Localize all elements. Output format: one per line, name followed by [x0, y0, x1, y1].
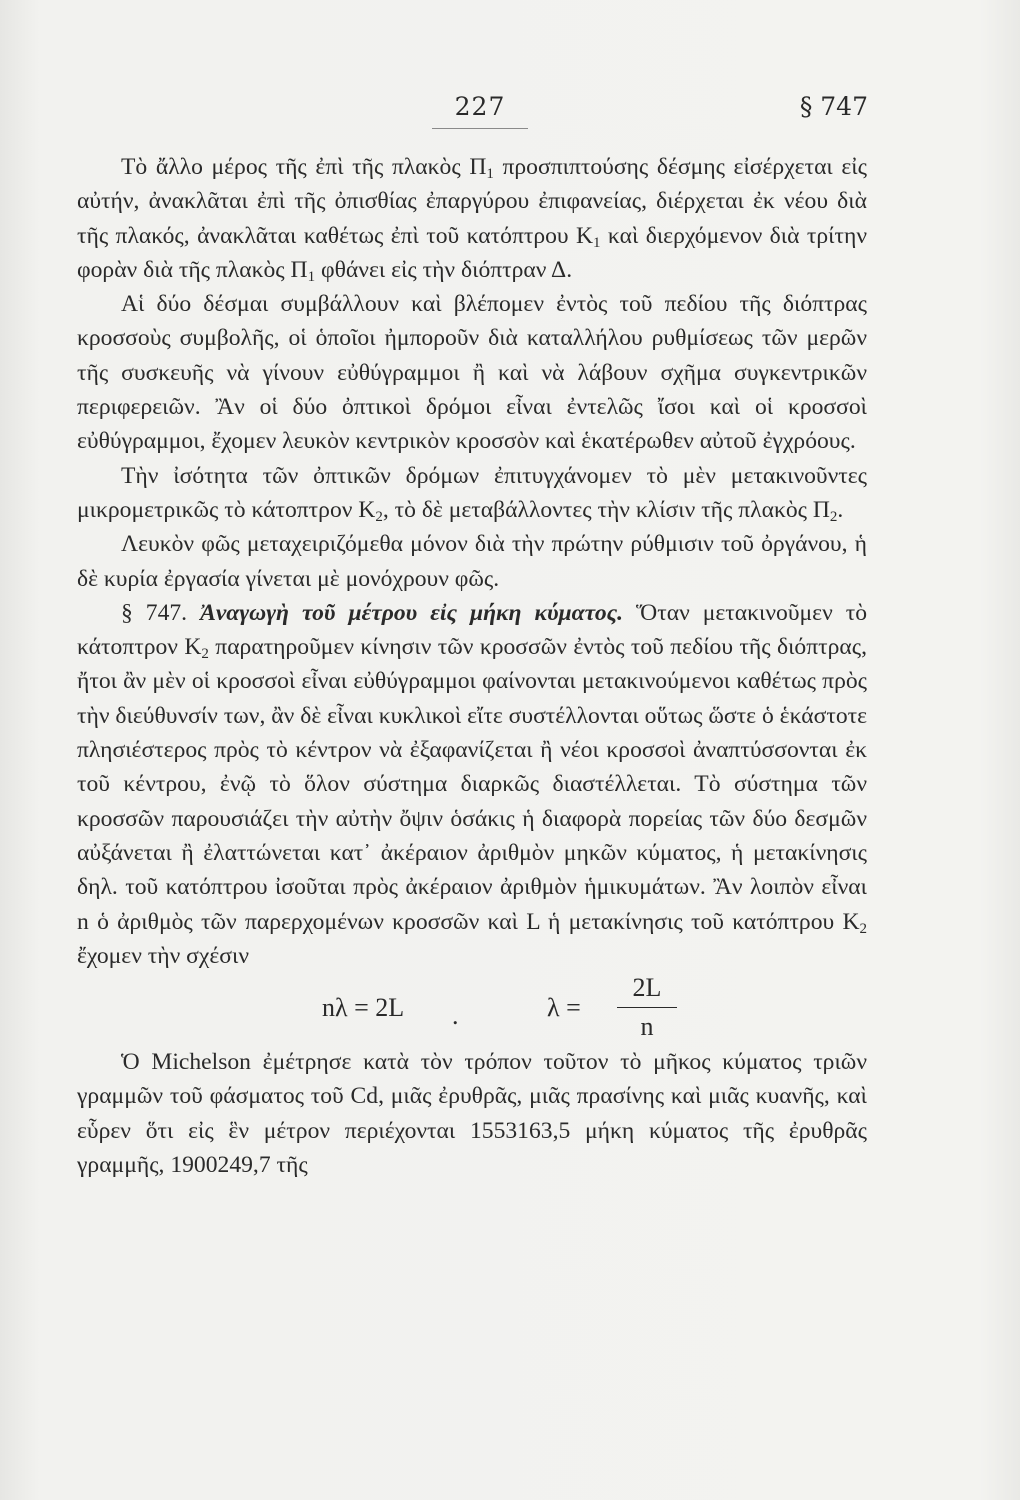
subscript: 1 [593, 234, 601, 251]
text-run: , τὸ δὲ μεταβάλλοντες τὴν κλίσιν τῆς πλακὸς Π [382, 496, 830, 523]
formula-lambda: λ = [547, 993, 581, 1023]
subscript: 2 [829, 508, 838, 525]
subscript: 2 [201, 646, 209, 663]
paragraph-4: Λευκὸν φῶς μεταχειριζόμεθα μόνον διὰ τὴν πρώτην ρύθμισιν τοῦ ὀργάνου, ἡ δὲ κυρία ἐργασία γίνεται μὲ μονόχρουν φῶς. [77, 531, 867, 592]
fraction-denominator: n [640, 1012, 654, 1042]
section-title: Ἀναγωγὴ τοῦ μέτρου εἰς μήκη κύματος. [200, 599, 624, 626]
text-run: καὶ διερχόμενον διὰ τρίτην φορὰν διὰ τῆς πλακὸς Π [77, 222, 867, 283]
formula-fraction [617, 971, 677, 1045]
text-run: φθάνει εἰς τὴν διόπτραν Δ. [315, 256, 573, 283]
formula-dot: . [452, 1001, 459, 1031]
text-run: Τὸ ἄλλο μέρος τῆς ἐπὶ τῆς πλακὸς Π [121, 154, 487, 180]
subscript: 1 [486, 166, 494, 182]
section-number: § 747. [121, 599, 188, 626]
page-number: 227 [454, 92, 506, 121]
text-run: παρατηροῦμεν κίνησιν τῶν κροσσῶν ἐντὸς τοῦ πεδίου τῆς διόπτρας, ἤτοι ἂν μὲν οἱ κροσσοὶ εἶναι εὐθύγραμμοι φαίνονται μετακινούμενοι καθέτως πρὸς τὴν διεύθυνσίν των, ἂν δὲ εἶναι κυκλικοὶ εἴτε συστέλλονται οὕτως ὥστε ὁ ἑκάστοτε πλησιέστερος πρὸς τὸ κέντρον νὰ ἐξαφανίζεται ἢ νέοι κροσσοὶ ἀναπτύσσονται ἐκ τοῦ κέντρου, ἐνῷ τὸ ὅλον σύστημα διαρκῶς διαστέλλεται. Τὸ σύστημα τῶν κροσσῶν παρουσιάζει τὴν αὐτὴν ὄψιν ὁσάκις ἡ διαφορὰ πορείας τῶν δύο δεσμῶν αὐξάνεται ἢ ἐλαττώνεται κατ᾽ ἀκέραιον ἀριθμὸν μηκῶν κύματος, ἡ μετακίνησις δηλ. τοῦ κατόπτρου ἰσοῦται πρὸς ἀκέραιον ἀριθμὸν ἡμικυμάτων. Ἂν λοιπὸν εἶναι n ὁ ἀριθμὸς τῶν παρερχομένων κροσσῶν καὶ L ἡ μετακίνησις τοῦ κατόπτρου Κ [77, 634, 868, 935]
text-run: ἔχομεν τὴν σχέσιν [77, 942, 249, 969]
text-run: Ὅταν μετακινοῦμεν τὸ κάτοπτρον Κ [77, 599, 868, 661]
text-run: προσπιπτούσης δέσμης εἰσέρχεται εἰς αὐτήν, ἀνακλᾶται ἐπὶ τῆς ὀπισθίας ἐπαργύρου ἐπιφανείας, διέρχεται ἐκ νέου διὰ τῆς πλακός, ἀνακλᾶται καθέτως ἐπὶ τοῦ κατόπτρου Κ [77, 154, 868, 249]
text-run: . [837, 496, 844, 523]
subscript: 2 [859, 920, 867, 937]
subscript: 2 [375, 508, 383, 525]
paragraph-section-747 [77, 596, 867, 973]
body-text [77, 150, 867, 1182]
text-run: Τὴν ἰσότητα τῶν ὀπτικῶν δρόμων ἐπιτυγχάνομεν τὸ μὲν μετακινοῦντες μικρομετρικῶς τὸ κάτοπτρον Κ [77, 462, 867, 523]
formula [77, 973, 867, 1042]
formula-lhs: nλ = 2L [322, 993, 405, 1023]
paragraph-2: Αἱ δύο δέσμαι συμβάλλουν καὶ βλέπομεν ἐντὸς τοῦ πεδίου τῆς διόπτρας κροσσοὺς συμβολῆς, οἱ ὁποῖοι ἠμποροῦν διὰ καταλλήλου ρυθμίσεως τῶν μερῶν τῆς συσκευῆς νὰ γίνουν εὐθύγραμμοι ἢ καὶ νὰ λάβουν σχῆμα συγκεντρικῶν περιφερειῶν. Ἂν οἱ δύο ὀπτικοὶ δρόμοι εἶναι ἐντελῶς ἴσοι καὶ οἱ κροσσοὶ εὐθύγραμμοι, ἔχομεν λευκὸν κεντρικὸν κροσσὸν καὶ ἑκατέρωθεν αὐτοῦ ἐγχρόους. [77, 291, 867, 455]
paragraph-closing: Ὁ Michelson ἐμέτρησε κατὰ τὸν τρόπον τοῦτον τὸ μῆκος κύματος τριῶν γραμμῶν τοῦ φάσματος τοῦ Cd, μιᾶς ἐρυθρᾶς, μιᾶς πρασίνης καὶ μιᾶς κυανῆς, καὶ εὗρεν ὅτι εἰς ἓν μέτρον περιέχονται 1553163,5 μήκη κύματος τῆς ἐρυθρᾶς γραμμῆς, 1900249,7 τῆς [77, 1049, 867, 1179]
paragraph-3 [77, 459, 867, 528]
header-rule [432, 128, 528, 129]
fraction-numerator: 2L [617, 971, 677, 1008]
running-section-ref: § 747 [799, 92, 868, 121]
paragraph-1 [77, 150, 867, 287]
subscript: 1 [307, 268, 316, 285]
